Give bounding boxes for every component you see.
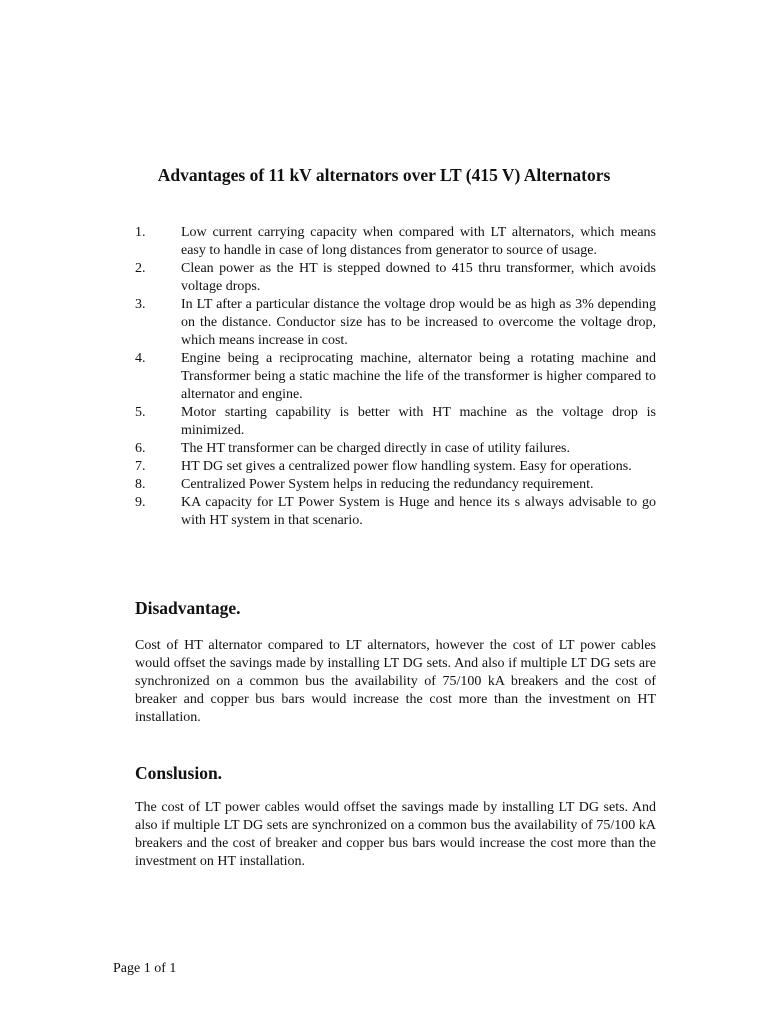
list-item-text: KA capacity for LT Power System is Huge and hence its s always advisable to go with HT system in that scenario. (181, 495, 656, 528)
list-item-text: The HT transformer can be charged directly in case of utility failures. (181, 441, 570, 456)
list-item-text: Low current carrying capacity when compared with LT alternators, which means easy to handle in case of long distances from generator to source of usage. (181, 225, 656, 258)
document-title: Advantages of 11 kV alternators over LT (415 V) Alternators (157, 165, 611, 185)
list-item-text: Engine being a reciprocating machine, alternator being a rotating machine and Transformer being a static machine the life of the transformer is higher compared to alternator and engine. (181, 351, 656, 402)
conclusion-paragraph: The cost of LT power cables would offset the savings made by installing LT DG sets. And also if multiple LT DG sets are synchronized on a common bus the availability of 75/100 kA breakers and the cost of breaker and copper bus bars would increase the cost more than the investment on HT installation. (135, 800, 656, 869)
advantages-list (135, 224, 656, 530)
disadvantage-paragraph: Cost of HT alternator compared to LT alternators, however the cost of LT power cables would offset the savings made by installing LT DG sets. And also if multiple LT DG sets are synchronized on a common bus the availability of 75/100 kA breakers and the cost of breaker and copper bus bars would increase the cost more than the investment on HT installation. (135, 638, 656, 725)
list-item-text: HT DG set gives a centralized power flow handling system. Easy for operations. (181, 459, 632, 474)
list-item (135, 296, 656, 350)
list-item (135, 350, 656, 404)
list-item (135, 494, 656, 530)
list-item-number: 3. (135, 297, 146, 312)
list-item-text: Centralized Power System helps in reducing the redundancy requirement. (181, 477, 594, 492)
list-item-number: 2. (135, 261, 146, 276)
list-item (135, 260, 656, 296)
list-item-number: 6. (135, 441, 146, 456)
list-item (135, 440, 656, 458)
page-footer: Page 1 of 1 (113, 961, 177, 976)
list-item (135, 458, 656, 476)
list-item (135, 224, 656, 260)
list-item-number: 8. (135, 477, 146, 492)
list-item (135, 404, 656, 440)
conclusion-heading: Conslusion. (135, 763, 223, 783)
list-item-number: 9. (135, 495, 146, 510)
list-item (135, 476, 656, 494)
list-item-text: In LT after a particular distance the voltage drop would be as high as 3% depending on the distance. Conductor size has to be increased to overcome the voltage drop, which means increase in cost. (181, 297, 656, 348)
list-item-number: 1. (135, 225, 146, 240)
list-item-text: Clean power as the HT is stepped downed to 415 thru transformer, which avoids voltage drops. (181, 261, 656, 294)
list-item-number: 5. (135, 405, 146, 420)
list-item-number: 7. (135, 459, 146, 474)
disadvantage-heading: Disadvantage. (135, 598, 241, 618)
list-item-text: Motor starting capability is better with HT machine as the voltage drop is minimized. (181, 405, 656, 438)
list-item-number: 4. (135, 351, 146, 366)
